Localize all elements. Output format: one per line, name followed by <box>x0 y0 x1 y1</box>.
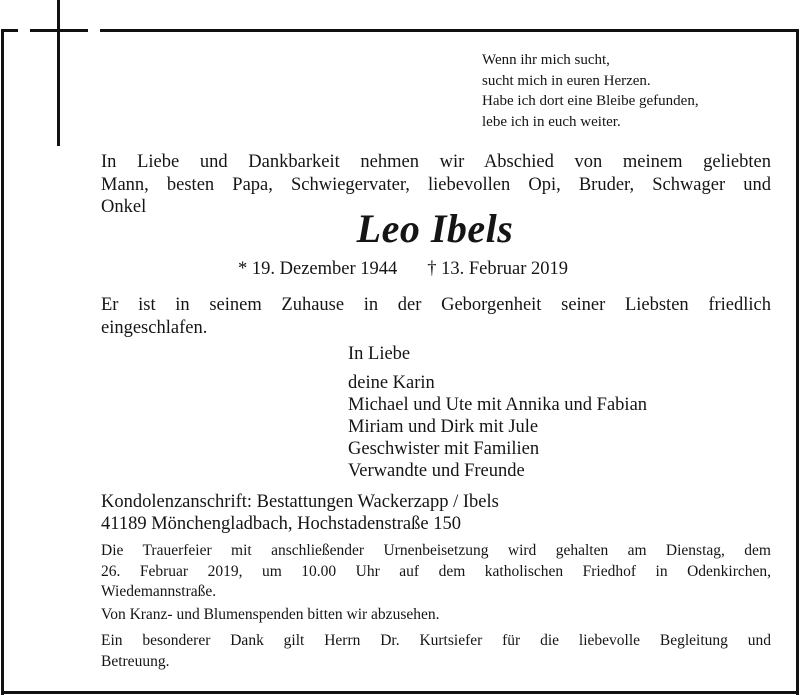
thanks-line: Betreuung. <box>101 652 170 670</box>
flowers-line: Von Kranz- und Blumenspenden bitten wir abzusehen. <box>101 606 440 623</box>
mourner: Miriam und Dirk mit Jule <box>348 417 539 437</box>
signature-heading: In Liebe <box>348 344 411 364</box>
death-date: † 13. Februar 2019 <box>427 259 569 279</box>
poem <box>482 50 699 132</box>
life-dates <box>238 258 568 280</box>
deceased-name: Leo Ibels <box>356 206 514 251</box>
thanks-line: Ein besonderer Dank gilt Herrn Dr. Kurtsiefer für die liebevolle Begleitung und <box>101 632 771 649</box>
frame-left <box>1 29 4 695</box>
mourner: deine Karin <box>348 373 435 393</box>
passing-paragraph <box>101 294 771 339</box>
poem-line: lebe ich in euch weiter. <box>482 113 621 130</box>
mourner: Geschwister mit Familien <box>348 439 540 459</box>
funeral-line: Wiedemannstraße. <box>101 583 217 600</box>
funeral-info <box>101 541 771 603</box>
passing-line: eingeschlafen. <box>101 317 208 338</box>
passing-line: Er ist in seinem Zuhause in der Geborgenheit seiner Liebsten friedlich <box>101 295 771 315</box>
intro-line: In Liebe und Dankbarkeit nehmen wir Abschied von meinem geliebten <box>101 152 771 172</box>
address-line: 41189 Mönchengladbach, Hochstadenstraße 150 <box>101 514 461 534</box>
birth-date: * 19. Dezember 1944 <box>238 259 398 279</box>
poem-line: Wenn ihr mich sucht, <box>482 52 610 68</box>
funeral-line: 26. Februar 2019, um 10.00 Uhr auf dem katholischen Friedhof in Odenkirchen, <box>101 562 771 580</box>
condolence-address <box>101 491 499 535</box>
poem-line: Habe ich dort eine Bleibe gefunden, <box>482 93 699 109</box>
cross-vertical <box>57 0 60 146</box>
mourner: Verwandte und Freunde <box>348 461 525 481</box>
mourner: Michael und Ute mit Annika und Fabian <box>348 395 648 415</box>
funeral-line: Die Trauerfeier mit anschließender Urnenbeisetzung wird gehalten am Dienstag, dem <box>101 542 771 559</box>
poem-line: sucht mich in euren Herzen. <box>482 72 651 89</box>
address-line: Kondolenzanschrift: Bestattungen Wackerzapp / Ibels <box>101 492 499 512</box>
frame-top-right-segment <box>100 29 799 32</box>
intro-line: Mann, besten Papa, Schwiegervater, liebevollen Opi, Bruder, Schwager und <box>101 174 771 195</box>
flowers-note <box>101 605 771 626</box>
signature-block <box>348 343 647 482</box>
frame-bottom <box>1 691 799 694</box>
thanks-note <box>101 631 771 672</box>
intro-line: Onkel <box>101 197 147 217</box>
frame-right <box>796 29 799 695</box>
